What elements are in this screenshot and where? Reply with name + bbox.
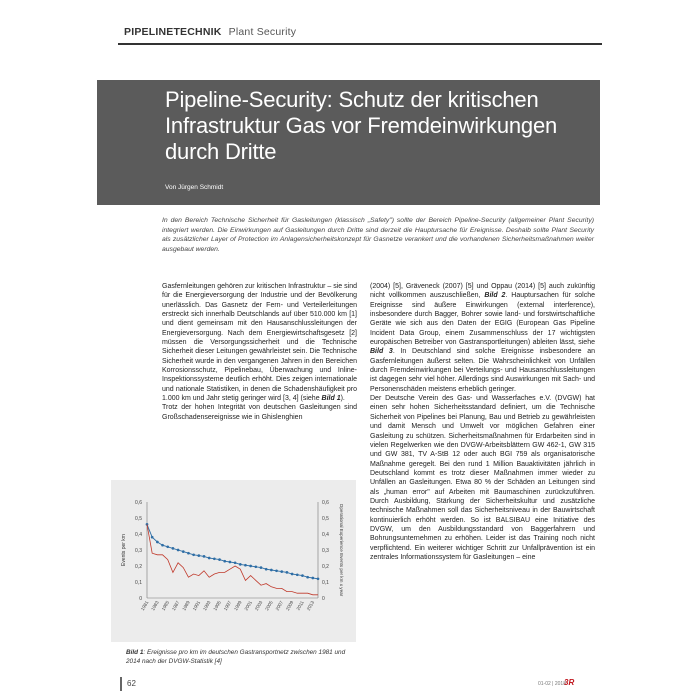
series-line-1: [147, 524, 318, 578]
data-point: [203, 555, 206, 558]
paragraph: Trotz der hohen Integrität von deutschen Gasleitungen sind Großschadensereignisse wie in Ghislenghien: [162, 404, 357, 421]
x-tick-label: 1989: [181, 600, 191, 612]
y-axis-title-right: Operational Experience Events per km x year: [339, 503, 344, 597]
body-column-left: [162, 282, 357, 422]
paragraph: Der Deutsche Verein des Gas- und Wasserfaches e.V. (DVGW) hat einen sehr hohen Sicherheitsstandard definiert, um die Technische Sicherheit von Pipelines bei Planung, Bau und Betrieb zu gewährleisten und damit Mensch und Umwelt vor möglichen Gefahren einer Gasleitung zu schützen. Sicherheitsmaßnahmen für Erdarbeiten sind in vielen Regelwerken wie den DVGW-Arbeitsblättern GW 462-1, GW 315 und GW 381, TV A-StB 12 oder auch BGI 759 als organisatorische Maßnahme geregelt. Bei den rund 1 Million Bauaktivitäten jährlich in Deutschland kommt es trotz dieser Maßnahmen immer wieder zu Unfällen an Gasleitungen. Etwa 80 % der Schäden an Leitungen sind als „human error" auf Arbeiten mit Baumaschinen zurückzuführen. Durch Ausbildung, Stärkung der Sicherheitskultur und zusätzliche technische Maßnahmen soll das Sicherheitsniveau in der Bauwirtschaft kontinuierlich erhöht werden. So ist BALSIBAU eine Initiative des DVGW, um den Ausbildungsstandard von Baggerfahrern und Bohrungsunternehmen zu erhöhen. Leider ist das Training noch nicht verpflichtend. Ein weiterer wichtiger Schritt zur Unfallprävention ist ein zentrales Informationssystem für Gasleitungen – eine: [370, 395, 595, 561]
data-point: [270, 569, 273, 572]
footer-divider: [120, 677, 122, 691]
x-tick-label: 1995: [212, 600, 222, 612]
y-tick-label-left: 0,2: [135, 564, 142, 570]
y-tick-label-left: 0,3: [135, 548, 142, 554]
data-point: [239, 563, 242, 566]
body-column-right: [370, 282, 595, 562]
data-point: [182, 550, 185, 553]
figure-reference: Bild 1: [321, 395, 341, 403]
figure-reference: Bild 3: [370, 348, 393, 356]
y-tick-label-left: 0: [139, 596, 142, 602]
data-point: [218, 558, 221, 561]
data-point: [172, 547, 175, 550]
y-tick-label-right: 0,5: [322, 516, 329, 522]
section-label: PIPELINETECHNIK: [124, 26, 222, 38]
y-tick-label-left: 0,4: [135, 532, 142, 538]
x-tick-label: 1983: [150, 600, 160, 612]
data-point: [301, 574, 304, 577]
x-tick-label: 1991: [191, 600, 202, 612]
x-tick-label: 2011: [295, 600, 305, 612]
x-tick-label: 2001: [243, 600, 254, 612]
data-point: [244, 564, 247, 567]
y-tick-label-right: 0,6: [322, 500, 329, 506]
data-point: [265, 568, 268, 571]
y-tick-label-right: 0,4: [322, 532, 329, 538]
paragraph: Gasfernleitungen gehören zur kritischen Infrastruktur – sie sind für die Energieversorgung der Industrie und der Bevölkerung unerlässlich. Das Gasnetz der Fern- und Verteilerleitungen erstreckt sich innerhalb Deutschlands auf über 510.000 km [1] und dient gemeinsam mit den Hausanschlussleitungen der Energieversorgung. Nach dem Energiewirtschaftsgesetz [2] müssen die Versorgungssicherheit und die Technische Sicherheit dieser Leitungen gewährleistet sein. Die Technische Sicherheit wurde in den vergangenen Jahren in den Bereichen Korrosionsschutz, Pipelinebau, Überwachung und Inline-Inspektionssysteme deutlich erhöht. Dies zeigen internationale und nationale Statistiken, in denen die Schadenshäufigkeit pro 1.000 km und Jahr stetig geringer wird [3, 4] (siehe Bild 1).: [162, 283, 357, 403]
y-tick-label-left: 0,1: [135, 580, 142, 586]
y-tick-label-right: 0,2: [322, 564, 329, 570]
series-line-2: [147, 524, 318, 594]
figure-1: [111, 480, 356, 642]
data-point: [286, 571, 289, 574]
x-tick-label: 2007: [274, 600, 285, 612]
data-point: [291, 573, 294, 576]
data-point: [156, 541, 159, 544]
data-point: [223, 560, 226, 563]
data-point: [229, 561, 232, 564]
y-axis-title-left: Events per km: [121, 534, 127, 566]
x-tick-label: 2009: [285, 600, 295, 612]
issue-label: 01-02 | 2018: [538, 681, 566, 687]
data-point: [208, 557, 211, 560]
figure-caption: Bild 1: Ereignisse pro km im deutschen Gastransportnetz zwischen 1981 und 2014 nach der DVGW-Statistik [4]: [126, 649, 346, 665]
data-point: [254, 565, 257, 568]
header-divider: [118, 43, 602, 45]
events-chart: [111, 480, 356, 642]
data-point: [260, 566, 263, 569]
paragraph: (2004) [5], Gräveneck (2007) [5] und Oppau (2014) [5] auch zukünftig nicht vollkommen auszuschließen, Bild 2. Hauptursachen für solche Ereignisse sind äußere Einwirkungen (external interference), insbesondere durch Bagger, Bohrer sowie land- und forstwirtschaftliche Geräte wie sich aus den Daten der EGIG (European Gas Pipeline Incident Data Group, einem Zusammenschluss der 17 wichtigsten europäischen Betreiber von Gastransportleitungen) ableiten lässt, siehe Bild 3. In Deutschland sind solche Ereignisse insbesondere an Gasfernleitungen äußerst selten. Die Wahrscheinlichkeit von Unfällen durch Fremdeinwirkungen bei Verteilungs- und Hausanschlussleitungen ist dagegen sehr viel höher. Allerdings sind Auswirkungen mit Sach- und Personenschäden meistens erheblich geringer.: [370, 283, 596, 393]
data-point: [234, 561, 237, 564]
y-tick-label-right: 0,1: [322, 580, 329, 586]
x-tick-label: 2005: [264, 600, 274, 612]
data-point: [192, 553, 195, 556]
intro-abstract: In den Bereich Technische Sicherheit für Gasleitungen (klassisch „Safety") sollte der Bereich Pipeline-Security (allgemeiner Plant Security) integriert werden. Die Einwirkungen auf Gasleitungen durch Dritte sind derzeit die Hauptursache für Ereignisse. Deshalb sollte Plant Security als zusätzlicher Layer of Protection im Anlagensicherheitskonzept für Gasnetze verankert und die vorhandenen Sicherheitsmaßnahmen weiter ausgebaut werden.: [162, 217, 594, 253]
data-point: [177, 549, 180, 552]
x-tick-label: 1987: [171, 600, 181, 612]
article-title: Pipeline-Security: Schutz der kritischen Infrastruktur Gas vor Fremdeinwirkungen durch Dritte: [165, 87, 558, 164]
data-point: [296, 573, 299, 576]
data-point: [249, 565, 252, 568]
x-tick-label: 1993: [202, 600, 212, 612]
data-point: [280, 570, 283, 573]
data-point: [311, 577, 314, 580]
y-tick-label-left: 0,5: [135, 516, 142, 522]
data-point: [166, 545, 169, 548]
figure-reference: Bild 2: [484, 292, 506, 300]
subsection-label: Plant Security: [228, 26, 297, 38]
x-tick-label: 1981: [139, 600, 150, 612]
running-header: [124, 26, 296, 38]
data-point: [317, 577, 320, 580]
data-point: [275, 569, 278, 572]
data-point: [151, 536, 154, 539]
publication-logo: 3R: [564, 678, 575, 687]
data-point: [197, 554, 200, 557]
y-tick-label-right: 0: [322, 596, 325, 602]
data-point: [187, 552, 190, 555]
x-tick-label: 1997: [222, 600, 233, 612]
data-point: [161, 544, 164, 547]
data-point: [213, 557, 216, 560]
x-tick-label: 1999: [233, 600, 243, 612]
author-line: Von Jürgen Schmidt: [165, 184, 224, 191]
y-tick-label-right: 0,3: [322, 548, 329, 554]
title-banner: [97, 80, 600, 205]
x-tick-label: 2013: [305, 600, 316, 612]
x-tick-label: 1985: [160, 600, 171, 612]
page-number: 62: [127, 679, 136, 688]
x-tick-label: 2003: [253, 600, 264, 612]
data-point: [306, 576, 309, 579]
y-tick-label-left: 0,6: [135, 500, 142, 506]
